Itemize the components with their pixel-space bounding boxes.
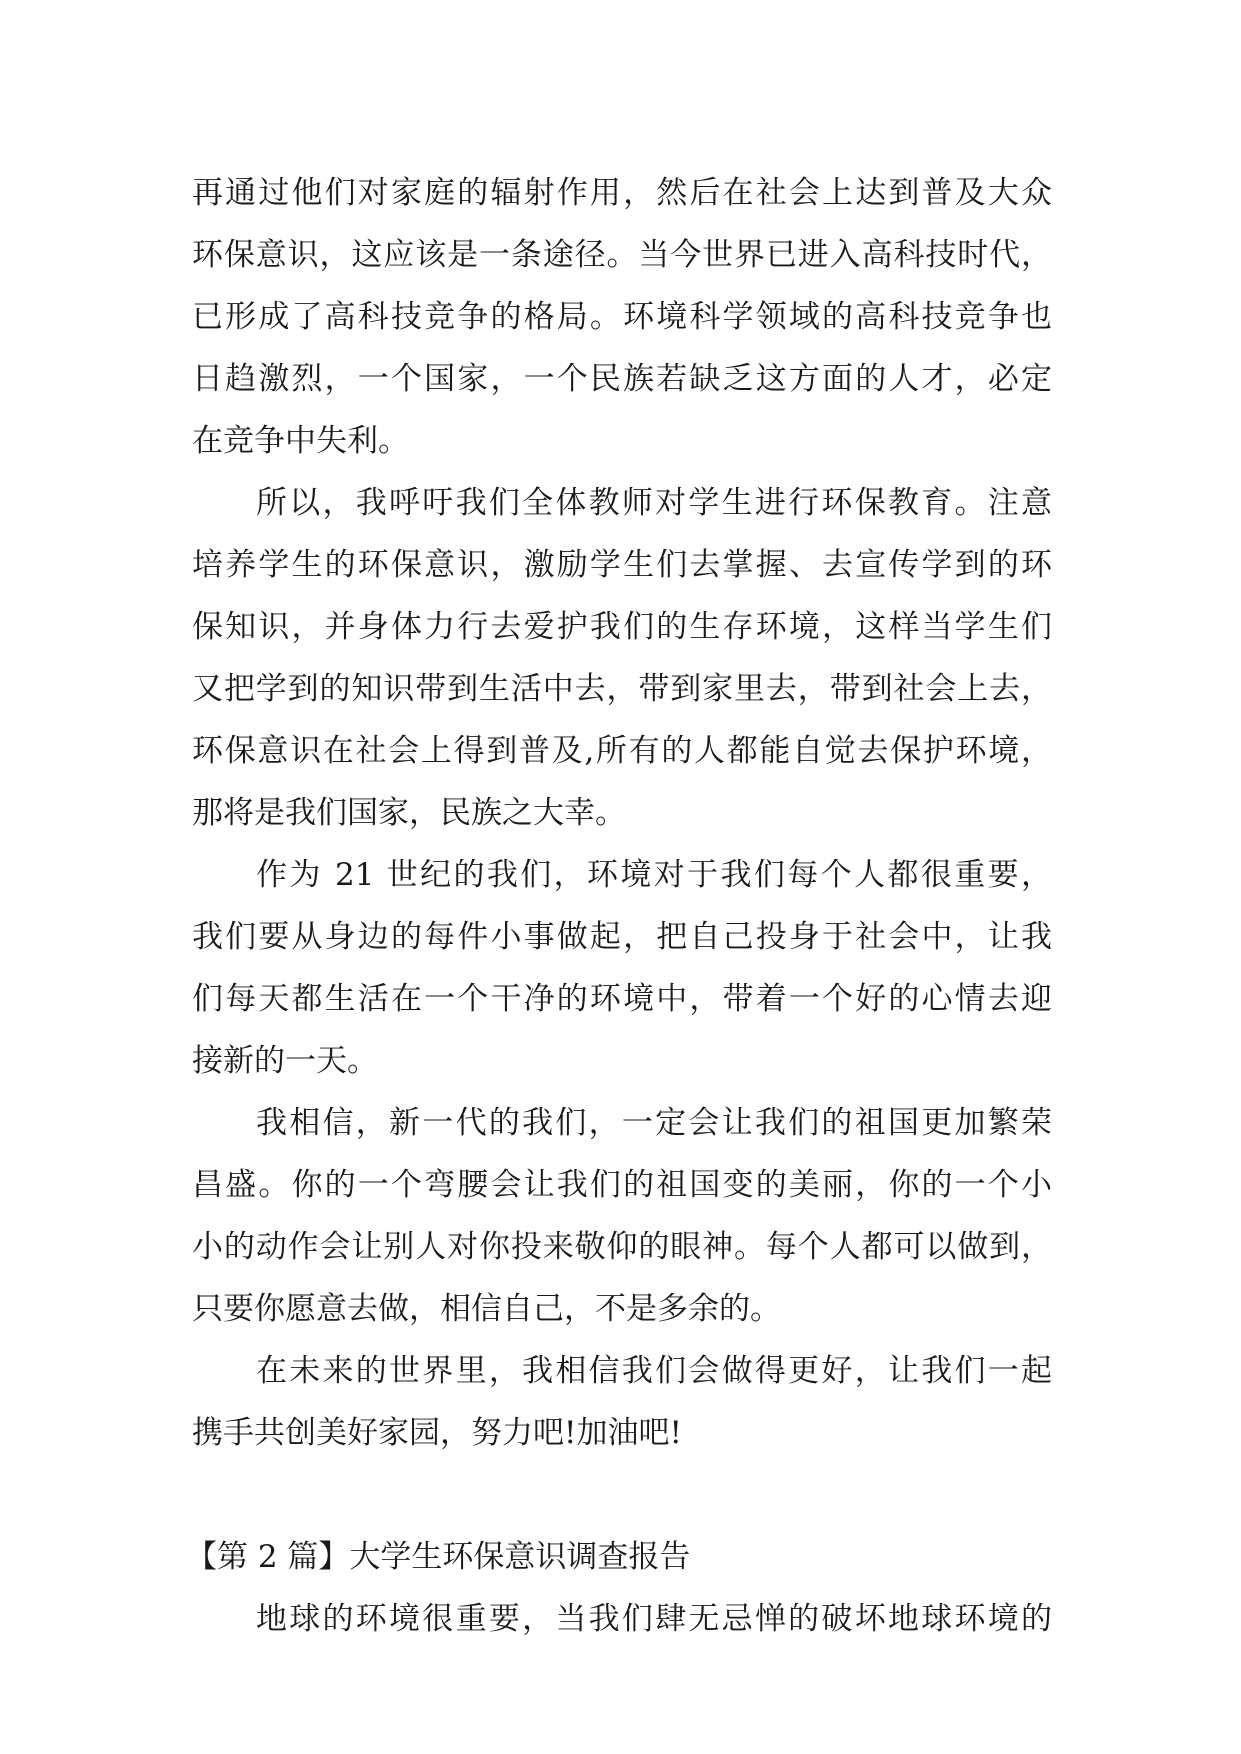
text-line: 我相信，新一代的我们，一定会让我们的祖国更加繁荣 [256, 1105, 1052, 1141]
text-line: 我们要从身边的每件小事做起，把自己投身于社会中，让我 [192, 919, 1052, 955]
text-line: 作为 21 世纪的我们，环境对于我们每个人都很重要， [256, 857, 1052, 893]
text-line: 培养学生的环保意识，激励学生们去掌握、去宣传学到的环 [192, 547, 1052, 583]
paragraph-belief [192, 1092, 1052, 1340]
text-line: 接新的一天。 [192, 1043, 378, 1079]
text-line: 在竞争中失利。 [192, 423, 409, 459]
text-line: 又把学到的知识带到生活中去，带到家里去，带到社会上去， [192, 671, 1052, 707]
section2-first-line: 地球的环境很重要，当我们肆无忌惮的破坏地球环境的 [256, 1601, 1052, 1637]
text-line: 在未来的世界里，我相信我们会做得更好，让我们一起 [256, 1353, 1052, 1389]
text-line: 环保意识，这应该是一条途径。当今世界已进入高科技时代， [192, 237, 1052, 273]
text-line: 保知识，并身体力行去爱护我们的生存环境，这样当学生们 [192, 609, 1052, 645]
text-line: 昌盛。你的一个弯腰会让我们的祖国变的美丽，你的一个小 [192, 1167, 1052, 1203]
section-heading: 【第 2 篇】大学生环保意识调查报告 [186, 1539, 691, 1575]
paragraph-future [192, 1340, 1052, 1464]
paragraph-continuation [192, 162, 1052, 472]
text-line: 携手共创美好家园，努力吧!加油吧! [192, 1415, 682, 1451]
text-line: 已形成了高科技竞争的格局。环境科学领域的高科技竞争也 [192, 299, 1052, 335]
text-line: 只要你愿意去做，相信自己，不是多余的。 [192, 1291, 781, 1327]
section-gap [192, 1464, 1052, 1526]
document-body [186, 162, 1052, 1650]
paragraph-appeal [192, 472, 1052, 844]
text-line: 那将是我们国家，民族之大幸。 [192, 795, 626, 831]
text-line: 所以，我呼吁我们全体教师对学生进行环保教育。注意 [256, 485, 1052, 521]
paragraph-21st-century [192, 844, 1052, 1092]
text-line: 再通过他们对家庭的辐射作用，然后在社会上达到普及大众 [192, 175, 1052, 211]
text-line: 环保意识在社会上得到普及,所有的人都能自觉去保护环境， [192, 733, 1052, 769]
text-line: 小的动作会让别人对你投来敬仰的眼神。每个人都可以做到， [192, 1229, 1052, 1265]
text-line: 日趋激烈，一个国家，一个民族若缺乏这方面的人才，必定 [192, 361, 1052, 397]
text-line: 们每天都生活在一个干净的环境中，带着一个好的心情去迎 [192, 981, 1052, 1017]
